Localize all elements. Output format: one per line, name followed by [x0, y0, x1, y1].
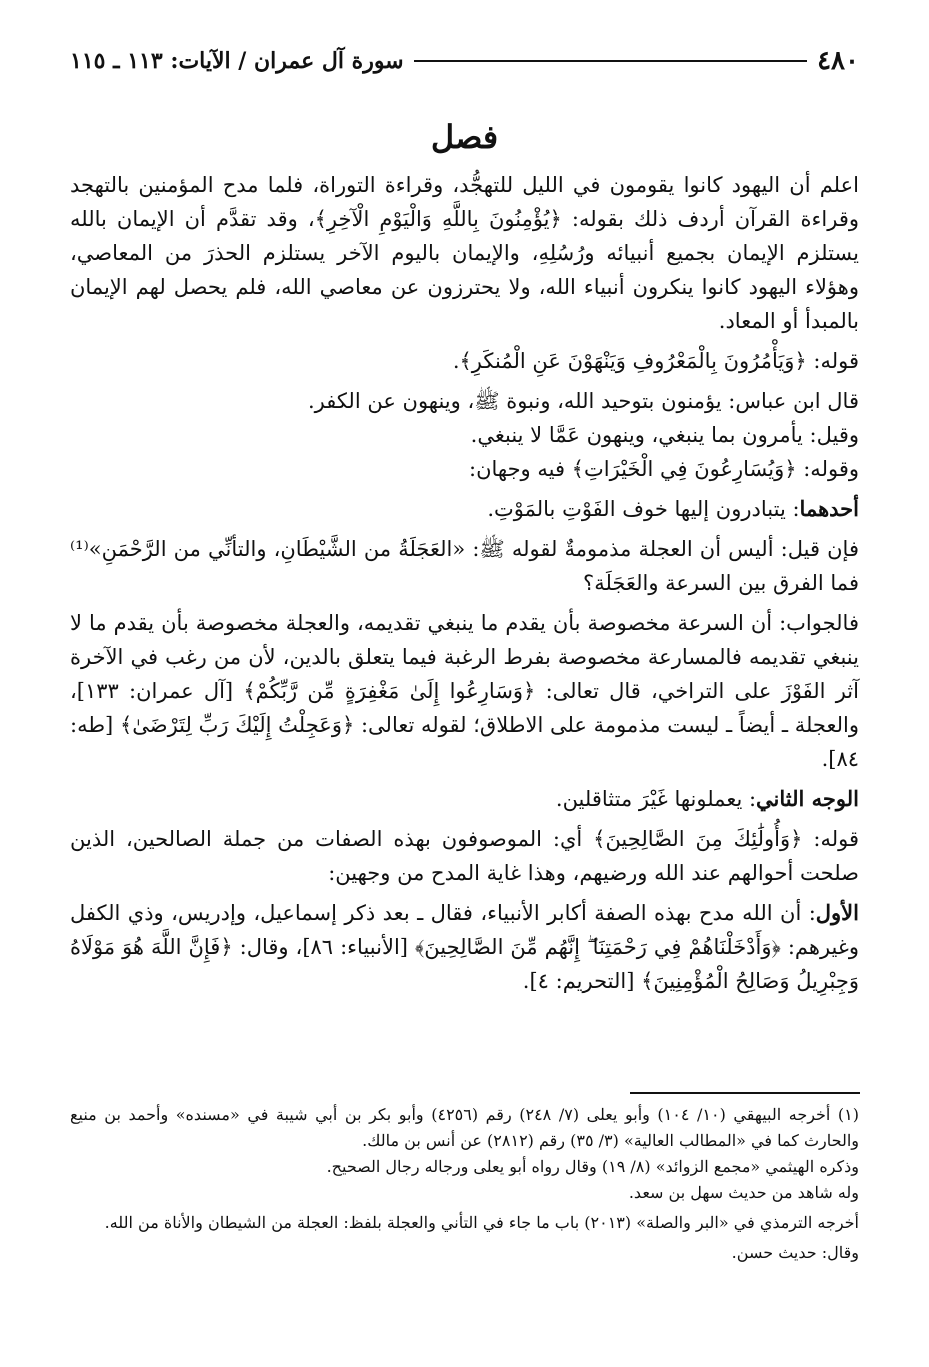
page-number: ٤٨٠ [817, 46, 859, 76]
paragraph: فالجواب: أن السرعة مخصوصة بأن يقدم ما ينبغي تقديمه، والعجلة مخصوصة بأن يقدم ما لا ينبغي تقديمه فالمسارعة مخصوصة بفرط الرغبة فيما يتعلق بالدين، لأن من رغب في الآخرة آثر الفَوْزَ على التراخي، قال تعالى: ﴿وَسَارِعُوا إِلَىٰ مَغْفِرَةٍ مِّن رَّبِّكُمْ﴾ [آل عمران: ١٣٣]، والعجلة ـ أيضاً ـ ليست مذمومة على الاطلاق؛ لقوله تعالى: ﴿وَعَجِلْتُ إِلَيْكَ رَبِّ لِتَرْضَىٰ﴾ [طه: ٨٤]. [70, 611, 859, 771]
paragraph-label: الوجه الثاني [756, 786, 859, 811]
paragraph-text: : أن الله مدح بهذه الصفة أكابر الأنبياء، فقال ـ بعد ذكر إسماعيل، وإدريس، وذي الكفل وغيرهم: ﴿وَأَدْخَلْنَاهُمْ فِي رَحْمَتِنَا ۖ إِنَّهُم مِّنَ الصَّالِحِينَ﴾ [الأنبياء: ٨٦]، وقال: ﴿فَإِنَّ اللَّهَ هُوَ مَوْلَاهُ وَجِبْرِيلُ وَصَالِحُ الْمُؤْمِنِينَ﴾ [التحريم: ٤]. [70, 901, 859, 993]
paragraph-text: : يتبادرون إليها خوف الفَوْتِ بالمَوْتِ. [487, 497, 800, 521]
paragraph: وقوله: ﴿وَيُسَارِعُونَ فِي الْخَيْرَاتِ﴾ فيه وجهان: [469, 457, 859, 481]
footnote: وقال: حديث حسن. [731, 1243, 859, 1262]
section-title: فصل [430, 118, 499, 156]
footnote: (١) أخرجه البيهقي (١٠/ ١٠٤) وأبو يعلى (٧/ ٢٤٨) رقم (٤٢٥٦) وأبو بكر بن أبي شيبة في «مسنده» وأحمد بن منيع والحارث كما في «المطالب العالية» (٣/ ٣٥) رقم (٢٨١٢) عن أنس بن مالك. [70, 1105, 860, 1150]
paragraph-label: أحدهما [799, 496, 859, 521]
paragraph: قال ابن عباس: يؤمنون بتوحيد الله، ونبوة ﷺ، وينهون عن الكفر. [307, 389, 859, 413]
paragraph: وقيل: يأمرون بما ينبغي، وينهون عَمَّا لا ينبغي. [470, 423, 859, 447]
paragraph: قوله: ﴿وَيَأْمُرُونَ بِالْمَعْرُوفِ وَيَنْهَوْنَ عَنِ الْمُنكَرِ﴾. [452, 349, 859, 373]
paragraph [70, 492, 859, 526]
paragraph [70, 896, 859, 998]
footnote: أخرجه الترمذي في «البر والصلة» (٢٠١٣) باب ما جاء في التأني والعجلة بلفظ: العجلة من الشيطان والأناة من الله. [104, 1213, 859, 1232]
body-text [70, 168, 859, 998]
header-rule [414, 60, 807, 62]
paragraph: اعلم أن اليهود كانوا يقومون في الليل للتهجُّد، وقراءة التوراة، فلما مدح المؤمنين بالتهجد وقراءة القرآن أردف ذلك بقوله: ﴿يُؤْمِنُونَ بِاللَّهِ وَالْيَوْمِ الْآخِرِ﴾، وقد تقدَّم أن الإيمان بالله يستلزم الإيمان بجميع أنبيائه ورُسُلِهِ، والإيمان باليوم الآخر يستلزم الحذرَ من المعاصي، وهؤلاء اليهود كانوا ينكرون أنبياء الله، ولا يحترزون عن معاصي الله، فلم يحصل لهم الإيمان بالمبدأ أو المعاد. [70, 173, 859, 333]
footnote-separator [630, 1092, 860, 1094]
paragraph-label: الأول [815, 900, 859, 925]
footnote: وله شاهد من حديث سهل بن سعد. [628, 1183, 859, 1202]
paragraph: فإن قيل: أليس أن العجلة مذمومةٌ لقوله ﷺ: «العَجَلَةُ من الشَّيْطَانِ، والتأنِّي من الرَّحْمَنِ»⁽¹⁾ فما الفرق بين السرعة والعَجَلَة؟ [70, 537, 859, 595]
paragraph [70, 782, 859, 816]
paragraph-text: : يعملونها غَيْرَ متثاقلين. [555, 787, 757, 811]
footnotes [70, 1102, 859, 1266]
page-header [70, 44, 859, 78]
footnote: وذكره الهيثمي «مجمع الزوائد» (٨/ ١٩) وقال رواه أبو يعلى ورجاله رجال الصحيح. [326, 1157, 859, 1176]
running-title: سورة آل عمران / الآيات: ١١٣ ـ ١١٥ [70, 48, 404, 74]
paragraph: قوله: ﴿وَأُولَٰئِكَ مِنَ الصَّالِحِينَ﴾ أي: الموصوفون بهذه الصفات من جملة الصالحين، الذين صلحت أحوالهم عند الله ورضيهم، وهذا غاية المدح من وجهين: [70, 827, 859, 885]
